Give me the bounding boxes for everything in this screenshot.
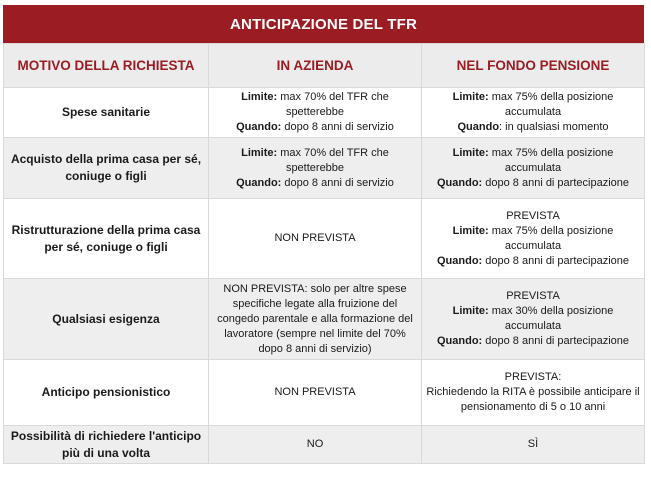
- row-azienda-cell: Limite: max 70% del TFR che spetterebbe Quando: dopo 8 anni di servizio: [209, 138, 422, 199]
- row-fondo-cell: PREVISTA Limite: max 30% della posizione accumulata Quando: dopo 8 anni di partecipazione: [422, 279, 645, 360]
- row-motivo: Qualsiasi esigenza: [4, 279, 209, 360]
- row-fondo-cell: PREVISTA: Richiedendo la RITA è possibile anticipare il pensionamento di 5 o 10 anni: [422, 360, 645, 426]
- row-azienda-cell: NON PREVISTA: solo per altre spese specifiche legate alla fruizione del congedo parentale e alla formazione del lavoratore (sempre nel limite del 70% dopo 8 anni di servizio): [209, 279, 422, 360]
- header-azienda: IN AZIENDA: [209, 44, 422, 88]
- row-motivo: Acquisto della prima casa per sé, coniuge o figli: [4, 138, 209, 199]
- table-row: [4, 138, 645, 199]
- row-azienda-cell: NO: [209, 426, 422, 464]
- row-azienda-cell: Limite: max 70% del TFR che spetterebbe Quando: dopo 8 anni di servizio: [209, 88, 422, 138]
- row-motivo: Ristrutturazione della prima casa per sé, coniuge o figli: [4, 199, 209, 279]
- table-row: [4, 199, 645, 279]
- row-azienda-cell: NON PREVISTA: [209, 360, 422, 426]
- row-motivo: Possibilità di richiedere l'anticipo più di una volta: [4, 426, 209, 464]
- row-fondo-cell: PREVISTA Limite: max 75% della posizione accumulata Quando: dopo 8 anni di partecipazione: [422, 199, 645, 279]
- row-fondo-cell: Limite: max 75% della posizione accumulata Quando: dopo 8 anni di partecipazione: [422, 138, 645, 199]
- row-motivo: Anticipo pensionistico: [4, 360, 209, 426]
- row-fondo-cell: Limite: max 75% della posizione accumulata Quando: in qualsiasi momento: [422, 88, 645, 138]
- table-row: [4, 360, 645, 426]
- row-fondo-cell: SÌ: [422, 426, 645, 464]
- table-row: [4, 279, 645, 360]
- header-fondo: NEL FONDO PENSIONE: [422, 44, 645, 88]
- row-azienda-cell: NON PREVISTA: [209, 199, 422, 279]
- table-row: [4, 426, 645, 464]
- header-motivo: MOTIVO DELLA RICHIESTA: [4, 44, 209, 88]
- tfr-table-container: [3, 5, 644, 464]
- tfr-comparison-table: [3, 43, 645, 464]
- header-row: [4, 44, 645, 88]
- table-row: [4, 88, 645, 138]
- row-motivo: Spese sanitarie: [4, 88, 209, 138]
- table-title: ANTICIPAZIONE DEL TFR: [3, 5, 644, 43]
